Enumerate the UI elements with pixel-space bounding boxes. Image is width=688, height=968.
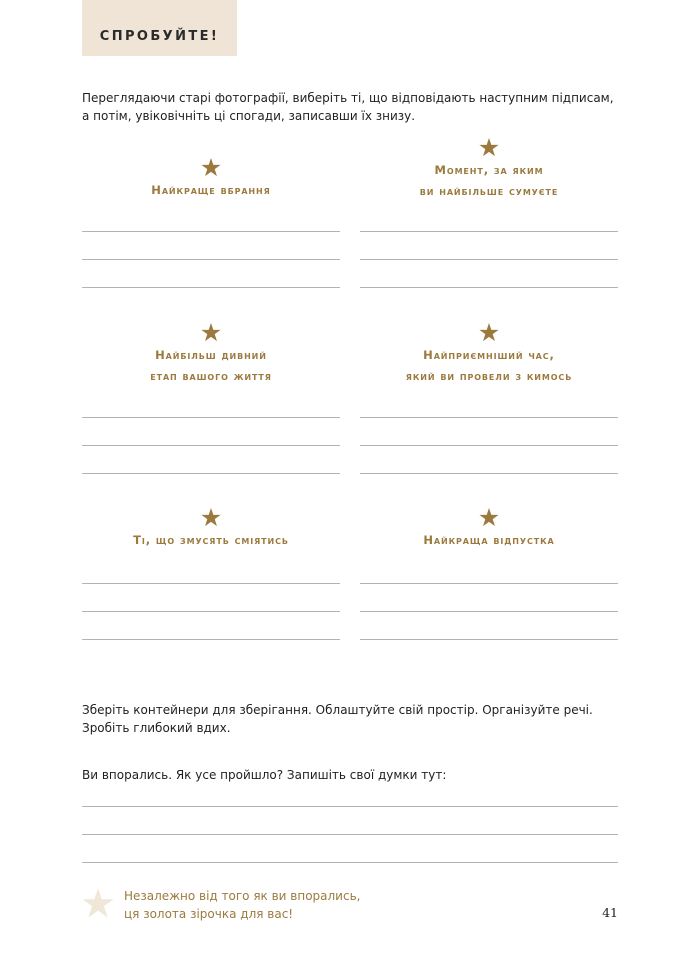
star-icon [201,508,221,527]
prompt-title [360,160,618,202]
star-icon [201,158,221,177]
reflection-line [82,834,618,835]
prompt-title-line: Найбільш дивний [155,348,267,362]
reflection-prompt-line: Ви впорались. Як усе пройшло? Запишіть свої думки тут: [82,768,447,782]
answer-line [360,611,618,612]
star-icon [479,138,499,157]
prompt-title [360,345,618,387]
prompt-title-line: Найприємніший час, [423,348,555,362]
answer-line [82,611,340,612]
reflection-prompt [82,766,622,784]
star-icon [201,323,221,342]
prompt-title [82,345,340,387]
gold-star-note-line-1: Незалежно від того як ви впорались, [124,889,361,903]
prompt-title-line: Найкраще вбрання [151,183,271,197]
gold-star-note [124,887,360,923]
answer-line [360,583,618,584]
prompt-title [82,180,340,201]
answer-line [360,259,618,260]
star-icon [82,888,114,919]
prompt-title-line: Найкраща відпустка [423,533,555,547]
reflection-line [82,806,618,807]
try-it-label: СПРОБУЙТЕ! [99,29,220,44]
answer-line [82,417,340,418]
star-icon [479,508,499,527]
answer-line [82,639,340,640]
instructions-text [82,701,622,737]
prompt-title-line: ви найбільше сумуєте [419,184,559,198]
prompt-title-line: Ті, що змусять сміятись [133,533,289,547]
answer-line [360,417,618,418]
answer-line [360,445,618,446]
gold-star-note-line-2: ця золота зірочка для вас! [124,907,294,921]
page-number: 41 [602,905,618,920]
answer-line [360,639,618,640]
answer-line [82,583,340,584]
answer-line [360,287,618,288]
prompt-title [82,530,340,551]
prompt-title-line: Момент, за яким [434,163,544,177]
answer-line [82,445,340,446]
prompt-title-line: який ви провели з кимось [405,369,573,383]
intro-line-1: Переглядаючи старі фотографії, виберіть ті, що відповідають наступним підписам, [82,91,614,105]
intro-text [82,90,622,125]
answer-line [82,473,340,474]
intro-line-2: а потім, увіковічніть ці спогади, записавши їх знизу. [82,108,416,123]
answer-line [82,231,340,232]
instructions-line-1: Зберіть контейнери для зберігання. Облаштуйте свій простір. Організуйте речі. [82,703,593,717]
answer-line [360,473,618,474]
reflection-line [82,862,618,863]
try-it-tab [82,0,237,56]
instructions-line-2: Зробіть глибокий вдих. [82,721,231,735]
answer-line [82,287,340,288]
answer-line [360,231,618,232]
prompt-title-line: етап вашого життя [150,369,272,383]
answer-line [82,259,340,260]
prompt-title [360,530,618,551]
star-icon [479,323,499,342]
